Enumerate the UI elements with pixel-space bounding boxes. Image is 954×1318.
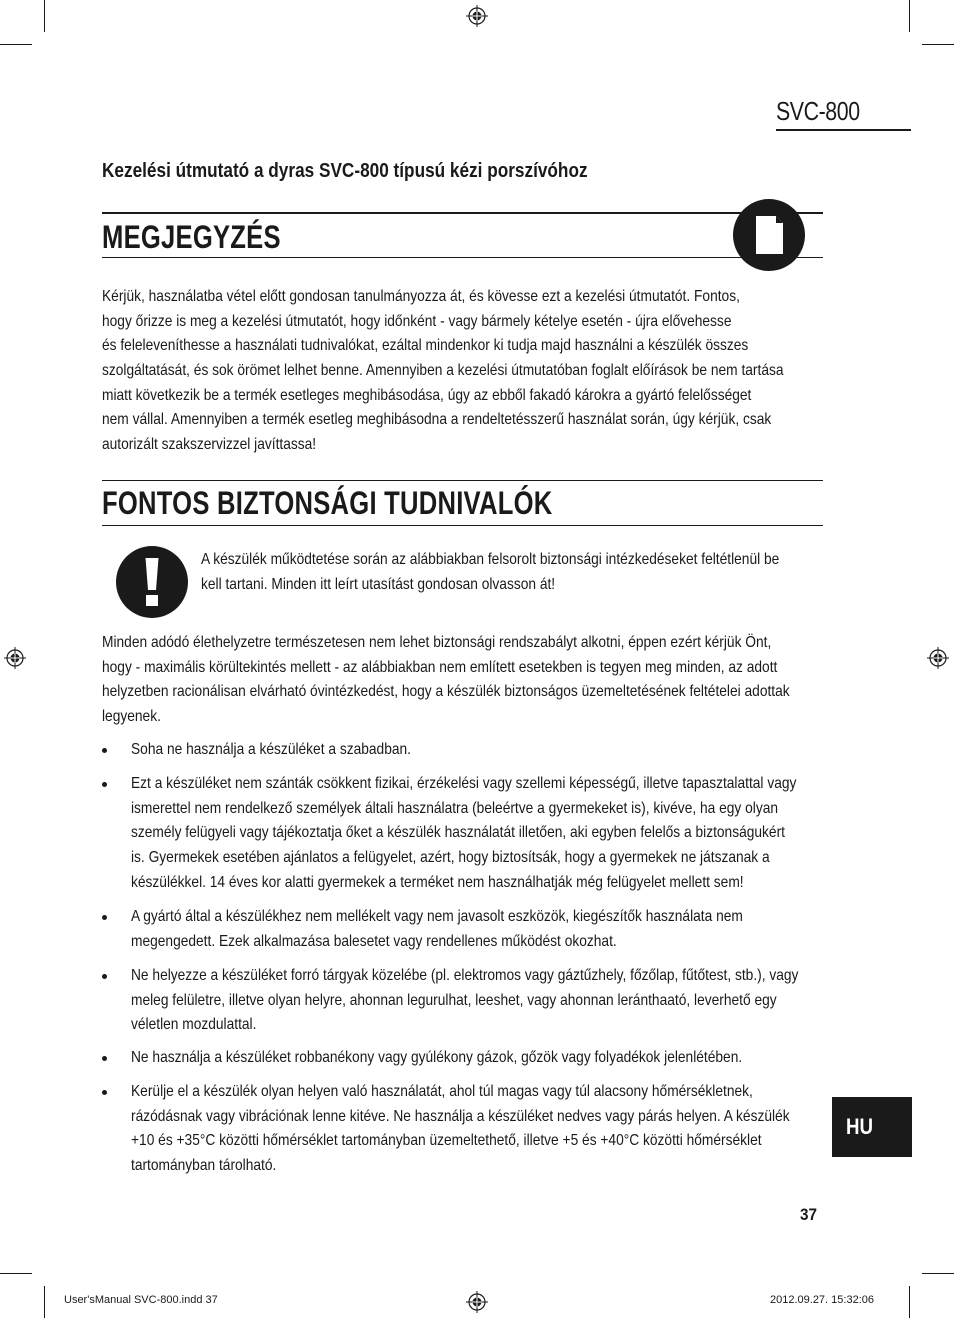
crop-mark	[0, 1273, 32, 1274]
text-line: A készülék működtetése során az alábbiakban felsorolt biztonsági intézkedéseket feltétlenül be	[201, 551, 780, 568]
bullet-item	[131, 1080, 897, 1179]
text-line: A gyártó által a készülékhez nem mellékelt vagy nem javasolt eszközök, kiegészítők használata nem	[131, 908, 743, 925]
text-line: Minden adódó élethelyzetre természetesen nem lehet biztonsági rendszabályt alkotni, éppen ezért kérjük Önt,	[102, 634, 772, 651]
language-tab-label: HU	[846, 1114, 874, 1139]
section-title-safety: FONTOS BIZTONSÁGI TUDNIVALÓK	[102, 485, 553, 521]
crop-mark	[0, 44, 32, 45]
text-line: legyenek.	[102, 708, 161, 726]
crop-mark	[44, 1286, 45, 1318]
text-line: miatt következik be a termék esetleges meghibásodása, úgy az ebből fakadó károkra a gyártó felelősséget	[102, 386, 752, 404]
bullet-dot	[102, 748, 107, 753]
crop-mark	[922, 44, 954, 45]
text-line: készülékkel. 14 éves kor alatti gyermekek a terméket nem használhatják még felügyelet mellett sem!	[131, 873, 744, 891]
text-line: hogy - maximális körültekintés mellett - az alábbiakban nem említett esetekben is tegyen meg minden, az adott	[102, 658, 778, 676]
text-line: nem vállal. Amennyiben a termék esetleg meghibásodna a rendeltetésszerű használat során, úgy kérjük, csak	[102, 411, 772, 429]
exclamation-icon	[116, 546, 188, 618]
registration-mark-icon	[466, 5, 488, 27]
text-line: véletlen mozdulattal.	[131, 1016, 257, 1034]
footer-timestamp: 2012.09.27. 15:32:06	[770, 1294, 874, 1306]
intro-paragraph	[102, 631, 902, 730]
bullet-item	[131, 964, 907, 1038]
section-rule-top	[102, 480, 823, 481]
text-line: Ne használja a készüléket robbanékony vagy gyúlékony gázok, gőzök vagy folyadékok jelenlétében.	[131, 1049, 743, 1066]
text-line: rázódásnak vagy vibrációnak lenne kitéve. Ne használja a készüléket nedves vagy párás helyen. A készülék	[131, 1107, 790, 1125]
text-line: megengedett. Ezek alkalmazása balesetet vagy rendellenes működést okozhat.	[131, 932, 617, 950]
text-line: Kérjük, használatba vétel előtt gondosan tanulmányozza át, és kövesse ezt a kezelési útmutatót. Fontos,	[102, 288, 740, 305]
text-line: szolgáltatását, és sok örömet lelhet benne. Amennyiben a kezelési útmutatóban foglalt előírások be nem tartása	[102, 362, 784, 380]
bullet-dot	[102, 782, 107, 787]
text-line: Ne helyezze a készüléket forró tárgyak közelébe (pl. elektromos vagy gáztűzhely, főzőlap, fűtőtest, stb.), vagy	[131, 967, 799, 984]
crop-mark	[922, 1273, 954, 1274]
language-tab	[832, 1097, 912, 1157]
model-underline	[776, 129, 911, 131]
bullet-dot	[102, 915, 107, 920]
section-rule-bottom	[102, 525, 823, 526]
section-title-note: MEGJEGYZÉS	[102, 219, 281, 255]
crop-mark	[909, 0, 910, 32]
document-title: Kezelési útmutató a dyras SVC-800 típusú kézi porszívóhoz	[102, 160, 588, 182]
text-line: és feleleveníthesse a használati tudnivalókat, ezáltal mindenkor ki tudja majd használni a készülék összes	[102, 337, 749, 355]
crop-mark	[909, 1286, 910, 1318]
bullet-item	[131, 772, 905, 895]
text-line: Kerülje el a készülék olyan helyen való használatát, ahol túl magas vagy túl alacsony hőmérsékletnek,	[131, 1083, 753, 1100]
section-rule-top	[102, 212, 823, 214]
text-line: is. Gyermekek esetében ajánlatos a felügyelet, azért, hogy biztosítsák, hogy a gyermekek ne játszanak a	[131, 849, 770, 867]
registration-mark-icon	[466, 1291, 488, 1313]
bullet-item	[131, 905, 842, 954]
text-line: személy felügyeli vagy tájékoztatja őket a készülék használatát illetően, aki egyben felelős a biztonságukért	[131, 824, 785, 842]
text-line: Soha ne használja a készüléket a szabadban.	[131, 741, 411, 758]
page-number: 37	[800, 1205, 818, 1224]
document-icon	[733, 199, 805, 271]
registration-mark-icon	[927, 647, 949, 669]
text-line: autorizált szakszervizzel javíttassa!	[102, 436, 317, 454]
text-line: helyzetben racionálisan elvárható óvintézkedést, hogy a készülék biztonságos üzemeltetésének feltételei adottak	[102, 683, 790, 701]
text-line: tartományban tárolható.	[131, 1157, 277, 1175]
text-line: ismerettel nem rendelkező személyek általi használatra (beleértve a gyermekeket is), kivéve, ha egy olyan	[131, 799, 779, 817]
registration-mark-icon	[4, 647, 26, 669]
bullet-item	[131, 738, 457, 763]
bullet-item	[131, 1046, 842, 1071]
bullet-dot	[102, 1056, 107, 1061]
text-line: +10 és +35°C közötti hőmérséklet tartományban üzemeltethető, illetve +5 és +40°C közötti hőmérséklet	[131, 1132, 762, 1150]
crop-mark	[44, 0, 45, 32]
footer-file: User'sManual SVC-800.indd 37	[64, 1294, 218, 1306]
warning-paragraph	[201, 548, 873, 597]
text-line: kell tartani. Minden itt leírt utasítást gondosan olvasson át!	[201, 575, 556, 593]
text-line: meleg felületre, illetve olyan helyre, ahonnan legurulhat, leeshet, vagy ahonnan leránthaató, leverhető egy	[131, 991, 777, 1009]
text-line: Ezt a készüléket nem szánták csökkent fizikai, érzékelési vagy szellemi képességű, illetve tapasztalattal vagy	[131, 775, 797, 792]
bullet-dot	[102, 974, 107, 979]
bullet-dot	[102, 1090, 107, 1095]
note-paragraph	[102, 285, 894, 458]
section-rule-bottom	[102, 257, 823, 258]
model-label: SVC-800	[776, 96, 860, 126]
text-line: hogy őrizze is meg a kezelési útmutatót, hogy időnként - vagy bármely kételye esetén - újra elővehesse	[102, 312, 732, 330]
